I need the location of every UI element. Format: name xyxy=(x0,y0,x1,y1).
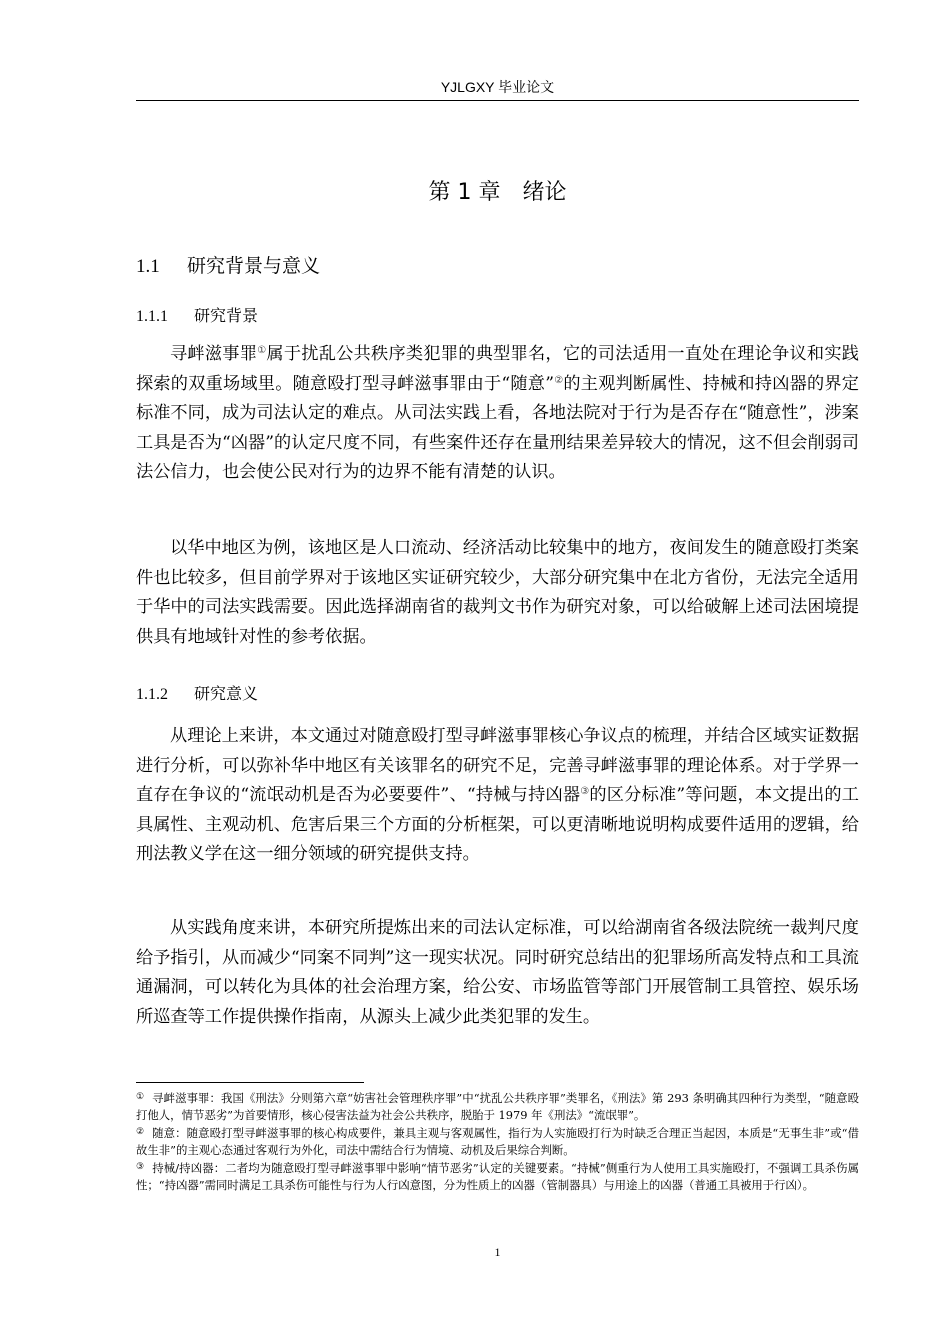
footnote-text: 寻衅滋事罪：我国《刑法》分则第六章“妨害社会管理秩序罪”中“扰乱公共秩序罪”类罪名，《刑法》第 293 条明确其四种行为类型，“随意殴打他人，情节恶劣”为首要情形，核心侵害法益为社会公共秩序，脱胎于 1979 年《刑法》“流氓罪”。 xyxy=(136,1091,859,1122)
paragraph-text: 寻衅滋事罪 xyxy=(170,344,258,364)
subsection-heading-1-1-2 xyxy=(136,683,258,706)
header-divider xyxy=(136,100,859,101)
paragraph-significance-1 xyxy=(136,722,859,870)
subsection-title: 研究背景 xyxy=(194,306,259,325)
subsection-number: 1.1.2 xyxy=(136,686,168,703)
footnote-mark: ② xyxy=(136,1127,145,1137)
footnotes xyxy=(136,1089,859,1194)
footnote-1 xyxy=(136,1089,859,1124)
subsection-title: 研究意义 xyxy=(194,684,259,703)
page-number: 1 xyxy=(494,1245,501,1259)
footnote-2 xyxy=(136,1124,859,1159)
footnote-ref-3[interactable]: ③ xyxy=(580,786,590,798)
paragraph-background-1 xyxy=(136,340,859,488)
footnote-mark: ③ xyxy=(136,1162,145,1172)
subsection-number: 1.1.1 xyxy=(136,308,168,325)
footnote-text: 随意：随意殴打型寻衅滋事罪的核心构成要件，兼具主观与客观属性，指行为人实施殴打行为时缺乏合理正当起因，本质是“无事生非”或“借故生非”的主观心态通过客观行为外化，司法中需结合行为情境、动机及后果综合判断。 xyxy=(136,1126,859,1157)
paragraph-text: 从理论上来讲，本文通过对随意殴打型寻衅滋事罪核心争议点的梳理，并结合区域实证数据进行分析，可以弥补华中地区有关该罪名的研究不足，完善寻衅滋事罪的理论体系。对于学界一直存在争议的“流氓动机是否为必要要件”、“持械与持凶器 xyxy=(136,726,859,806)
section-number: 1.1 xyxy=(136,256,160,277)
footnote-ref-2[interactable]: ② xyxy=(554,374,564,386)
paragraph-background-2: 以华中地区为例，该地区是人口流动、经济活动比较集中的地方，夜间发生的随意殴打类案件也比较多，但目前学界对于该地区实证研究较少，大部分研究集中在北方省份，无法完全适用于华中的司法实践需要。因此选择湖南省的裁判文书作为研究对象，可以给破解上述司法困境提供具有地域针对性的参考依据。 xyxy=(136,538,859,647)
paragraph-significance-2: 从实践角度来讲，本研究所提炼出来的司法认定标准，可以给湖南省各级法院统一裁判尺度给予指引，从而减少“同案不同判”这一现实状况。同时研究总结出的犯罪场所高发特点和工具流通漏洞，可以转化为具体的社会治理方案，给公安、市场监管等部门开展管制工具管控、娱乐场所巡查等工作提供操作指南，从源头上减少此类犯罪的发生。 xyxy=(136,918,859,1027)
paragraph-text: 的主观判断属性、持械和持凶器的界定标准不同，成为司法认定的难点。从司法实践上看，各地法院对于行为是否存在“随意性”，涉案工具是否为“凶器”的认定尺度不同，有些案件还存在量刑结果差异较大的情况，这不但会削弱司法公信力，也会使公民对行为的边界不能有清楚的认识。 xyxy=(136,373,859,483)
section-title: 研究背景与意义 xyxy=(187,255,321,277)
running-header: YJLGXY 毕业论文 xyxy=(440,79,555,95)
footnote-mark: ① xyxy=(136,1092,145,1102)
section-heading-1-1 xyxy=(136,253,320,280)
paragraph-text: 属于扰乱公共秩序类犯罪的典型罪名，它的司法适用一直处在理论争议和实践探索的双重场域里。随意殴打型寻衅滋事罪由于“随意” xyxy=(136,344,859,394)
footnote-text: 持械/持凶器：二者均为随意殴打型寻衅滋事罪中影响“情节恶劣”认定的关键要素。“持械”侧重行为人使用工具实施殴打，不强调工具杀伤属性；“持凶器”需同时满足工具杀伤可能性与行为人行凶意图，分为性质上的凶器（管制器具）与用途上的凶器（普通工具被用于行凶）。 xyxy=(136,1161,859,1192)
footnote-3 xyxy=(136,1159,859,1194)
subsection-heading-1-1-1 xyxy=(136,305,258,328)
chapter-title: 第 1 章 绪论 xyxy=(428,180,567,205)
paragraph-text: 的区分标准”等问题，本文提出的工具属性、主观动机、危害后果三个方面的分析框架，可以更清晰地说明构成要件适用的逻辑，给刑法教义学在这一细分领域的研究提供支持。 xyxy=(136,785,859,865)
footnote-separator xyxy=(136,1082,364,1083)
footnote-ref-1[interactable]: ① xyxy=(257,345,267,356)
